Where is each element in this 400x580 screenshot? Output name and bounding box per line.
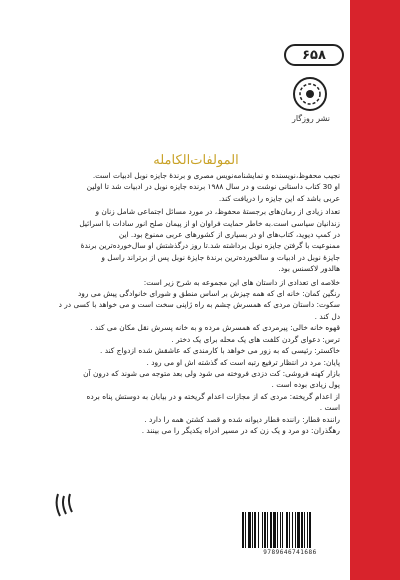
blurb-line: تعداد زیادی از رمان‌های برجستهٔ محفوظ، در مورد مسائل اجتماعی شامل زنان و — [95, 207, 340, 217]
blurb-line: رنگین کمان: خانه ای که همه چیزش بر اساس منطق و شورای خانوادگی پیش می رود — [78, 289, 340, 299]
blurb-line: خلاصه ای تعدادی از داستان های این مجموعه به شرح زیر است: — [143, 277, 340, 287]
blurb-line: از اعدام گریخته: مردی که از مجازات اعدام گریخته و در بیابان به دوستش پناه برده — [86, 391, 340, 401]
publisher-logo-icon — [292, 76, 328, 112]
red-spine-band — [350, 0, 400, 580]
blurb-line: زندانیان سیاسی است.به خاطر حمایت فراوان او از پیمان صلح انور سادات با اسرائیل — [79, 218, 340, 228]
blurb-line: خاکستر: رئیسی که به زور می خواهد با کارمندی که عاشقش شده ازدواج کند . — [100, 346, 340, 356]
publisher-mark-icon — [54, 492, 74, 518]
blurb-line: قهوه خانه خالی: پیرمردی که همسرش مرده و به خانه پسرش نقل مکان می کند . — [90, 323, 340, 333]
blurb-text — [52, 170, 340, 436]
blurb-line: در کمپ دیوید، کتاب‌های او در بسیاری از کشورهای عربی ممنوع بود. این — [118, 230, 340, 240]
blurb-line: پایان: مرد در انتظار ترفیع رتبه است که گذشته اش او می رود . — [146, 357, 340, 367]
blurb-line: رهگذران: دو مرد و یک زن که در مسیر ادراه یکدیگر را می بینند . — [141, 425, 340, 435]
blurb-line: است . — [319, 403, 340, 413]
publisher-name: نشر روزگار — [291, 114, 331, 123]
blurb-line: راننده قطار: راننده قطار دیوانه شده و قصد کشتن همه را دارد . — [144, 414, 340, 424]
blurb-line: بازار کهنه فروشی: کت دزدی فروخته می شود ولی بعد متوجه می شوند که درون آن — [83, 368, 340, 378]
blurb-line: سکوت: داستان مردی که همسرش چشم به راه ژاپنی سخت است و می خواهد با کسی در د — [58, 300, 340, 310]
blurb-line: هالدور لاکسنس بود. — [278, 264, 340, 274]
book-title: المولفات‌الکامله — [153, 153, 239, 168]
blurb-line: دل کند . — [314, 311, 340, 321]
blurb-line: ترس: دعوای گردن کلفت های یک محله برای یک دختر . — [171, 334, 340, 344]
blurb-line: جایزهٔ نوبل در ادبیات و سالخورده‌ترین برندهٔ جایزهٔ نوبل پس از برتراند راسل و — [101, 252, 340, 262]
blurb-line: نجیب محفوظ،نویسنده و نمایشنامه‌نویس مصری و برندهٔ جایزه نوبل ادبیات است. — [92, 171, 340, 180]
blurb-line: عربی باشد که این جایزه را دریافت کند. — [218, 193, 340, 203]
blurb-line: ممنوعیت با گرفتن جایزه نوبل برداشته شد.تا روز درگذشتش او سال‌خورده‌ترین برندهٔ — [80, 241, 340, 251]
blurb-line: او 30 کتاب داستانی نوشت و در سال ۱۹۸۸ برنده جایزه نوبل در ادبیات شد تا اولین — [86, 182, 340, 192]
series-number-badge: ۶۵۸ — [284, 44, 344, 66]
blurb-line: پول زیادی بوده است . — [271, 380, 340, 390]
isbn-number: 9789646741686 — [263, 549, 317, 556]
barcode-icon — [238, 510, 342, 550]
